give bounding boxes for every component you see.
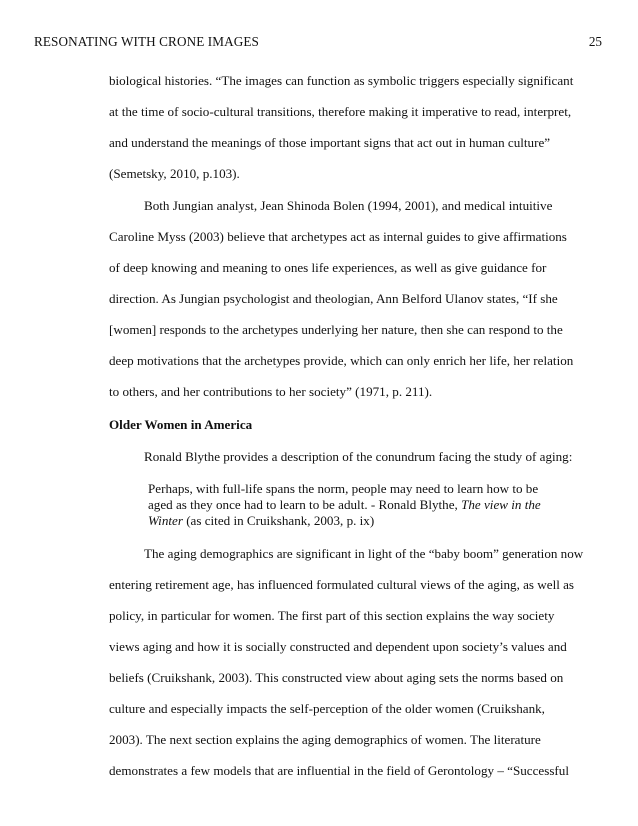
body-line: policy, in particular for women. The first part of this section explains the way society (109, 608, 555, 623)
block-quote-title: Winter (148, 513, 183, 528)
body-line: (Semetsky, 2010, p.103). (109, 166, 240, 181)
block-quote-line (148, 513, 374, 529)
body-line: beliefs (Cruikshank, 2003). This constructed view about aging sets the norms based on (109, 670, 564, 685)
body-line: culture and especially impacts the self-perception of the older women (Cruikshank, (109, 701, 545, 716)
body-line: [women] responds to the archetypes underlying her nature, then she can respond to the (109, 322, 563, 337)
block-quote-text: aged as they once had to learn to be adult. - Ronald Blythe, (148, 497, 462, 512)
page-number: 25 (588, 34, 602, 49)
paragraph-first-line: Both Jungian analyst, Jean Shinoda Bolen (1994, 2001), and medical intuitive (144, 198, 553, 213)
block-quote-line (148, 497, 541, 513)
body-line: Caroline Myss (2003) believe that archetypes act as internal guides to give affirmations (109, 229, 567, 244)
body-line: to others, and her contributions to her society” (1971, p. 211). (109, 384, 433, 399)
body-line: biological histories. “The images can function as symbolic triggers especially significant (109, 73, 574, 88)
paragraph-first-line: The aging demographics are significant in light of the “baby boom” generation now (144, 546, 584, 561)
block-quote-text: (as cited in Cruikshank, 2003, p. ix) (182, 513, 375, 528)
body-line: and understand the meanings of those important signs that act out in human culture” (109, 135, 551, 150)
body-line: views aging and how it is socially constructed and dependent upon society’s values and (109, 639, 567, 654)
body-line: demonstrates a few models that are influential in the field of Gerontology – “Successful (109, 763, 569, 778)
body-line: at the time of socio-cultural transitions, therefore making it imperative to read, interpret, (109, 104, 572, 119)
body-line: direction. As Jungian psychologist and theologian, Ann Belford Ulanov states, “If she (109, 291, 558, 306)
block-quote-title: The view in the (461, 497, 541, 512)
body-line: entering retirement age, has influenced formulated cultural views of the aging, as well as (109, 577, 575, 592)
body-line: of deep knowing and meaning to ones life experiences, as well as give guidance for (109, 260, 547, 275)
body-line: deep motivations that the archetypes provide, which can only enrich her life, her relation (109, 353, 574, 368)
section-heading: Older Women in America (109, 417, 253, 432)
paragraph-first-line: Ronald Blythe provides a description of the conundrum facing the study of aging: (144, 449, 573, 464)
running-head: RESONATING WITH CRONE IMAGES (34, 34, 259, 49)
block-quote-line: Perhaps, with full-life spans the norm, people may need to learn how to be (148, 481, 539, 496)
body-line: 2003). The next section explains the aging demographics of women. The literature (109, 732, 541, 747)
